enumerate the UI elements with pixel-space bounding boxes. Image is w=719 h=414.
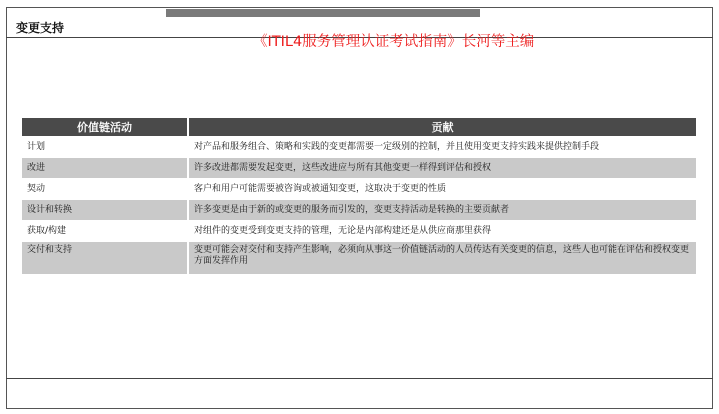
- section-title: 变更支持: [16, 21, 65, 35]
- contribution-cell: 客户和用户可能需要被咨询或被通知变更，这取决于变更的性质: [189, 179, 696, 199]
- table-row: [22, 137, 696, 157]
- contribution-cell: 许多变更是由于新的或变更的服务而引发的，变更支持活动是转换的主要贡献者: [189, 200, 696, 220]
- column-header-contribution: 贡献: [189, 118, 696, 136]
- activity-cell: 改进: [22, 158, 189, 178]
- activity-cell: 交付和支持: [22, 242, 189, 274]
- column-header-activity: 价值链活动: [22, 118, 189, 136]
- activity-cell: 契动: [22, 179, 189, 199]
- table-header-row: [22, 118, 696, 136]
- top-decor-bar: [166, 9, 480, 17]
- contribution-cell: 对组件的变更受到变更支持的管理，无论是内部构建还是从供应商那里获得: [189, 221, 696, 241]
- contribution-cell: 变更可能会对交付和支持产生影响，必须向从事这一价值链活动的人员传达有关变更的信息，这些人也可能在评估和授权变更方面发挥作用: [189, 242, 696, 274]
- table-row: [22, 221, 696, 241]
- table-row: [22, 158, 696, 178]
- activity-cell: 设计和转换: [22, 200, 189, 220]
- value-chain-table: [22, 117, 696, 275]
- contribution-cell: 对产品和服务组合、策略和实践的变更都需要一定级别的控制，并且使用变更支持实践来提供控制手段: [189, 137, 696, 157]
- table-row: [22, 179, 696, 199]
- activity-cell: 获取/构建: [22, 221, 189, 241]
- activity-cell: 计划: [22, 137, 189, 157]
- contribution-cell: 许多改进都需要发起变更，这些改进应与所有其他变更一样得到评估和授权: [189, 158, 696, 178]
- document-title: 《ITIL4服务管理认证考试指南》长河等主编: [253, 34, 535, 50]
- table-row: [22, 242, 696, 274]
- footer-divider: [6, 378, 713, 379]
- table-row: [22, 200, 696, 220]
